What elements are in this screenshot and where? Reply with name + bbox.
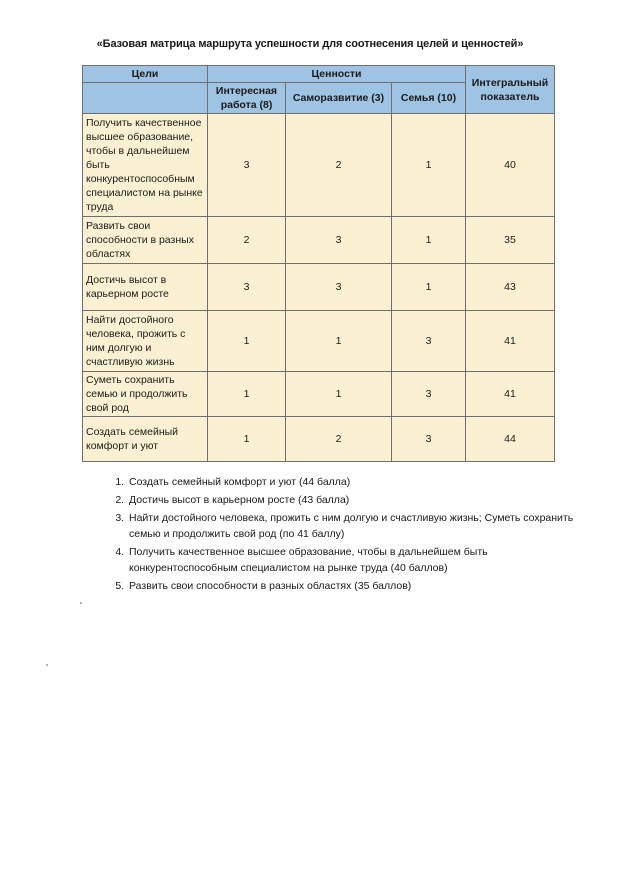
goal-cell: Создать семейный комфорт и уют [83,417,208,462]
integral-cell: 44 [466,417,555,462]
header-integral: Интегральный показатель [466,66,555,114]
scan-speck [46,664,48,666]
table-row [83,311,555,372]
list-item: 5. Развить свои способности в разных областях (35 баллов) [127,578,597,594]
value-cell: 2 [208,217,286,264]
goals-values-matrix [82,65,555,462]
value-cell: 3 [286,264,392,311]
header-value-family: Семья (10) [392,83,466,114]
list-item: 2. Достичь высот в карьерном росте (43 балла) [127,492,597,508]
value-cell: 2 [286,417,392,462]
goal-cell: Достичь высот в карьерном росте [83,264,208,311]
header-values: Ценности [208,66,466,83]
value-cell: 1 [286,372,392,417]
table-row [83,114,555,217]
header-value-work: Интересная работа (8) [208,83,286,114]
table-row [83,264,555,311]
list-item: 3. Найти достойного человека, прожить с ним долгую и счастливую жизнь; Суметь сохранить семью и продолжить свой род (по 41 баллу) [127,510,597,542]
value-cell: 3 [392,311,466,372]
integral-cell: 35 [466,217,555,264]
integral-cell: 43 [466,264,555,311]
value-cell: 2 [286,114,392,217]
value-cell: 1 [208,372,286,417]
value-cell: 3 [208,114,286,217]
document-title: «Базовая матрица маршрута успешности для соотнесения целей и ценностей» [96,38,524,50]
value-cell: 1 [392,217,466,264]
value-cell: 1 [392,264,466,311]
goal-cell: Найти достойного человека, прожить с ним долгую и счастливую жизнь [83,311,208,372]
integral-cell: 41 [466,372,555,417]
value-cell: 3 [392,417,466,462]
ranking-list [103,474,597,596]
integral-cell: 41 [466,311,555,372]
table-row [83,217,555,264]
table-row [83,417,555,462]
goal-cell: Развить свои способности в разных областях [83,217,208,264]
value-cell: 1 [208,417,286,462]
value-cell: 3 [286,217,392,264]
value-cell: 1 [392,114,466,217]
value-cell: 1 [286,311,392,372]
header-value-self-development: Саморазвитие (3) [286,83,392,114]
list-item: 1. Создать семейный комфорт и уют (44 балла) [127,474,597,490]
goal-cell: Суметь сохранить семью и продолжить свой род [83,372,208,417]
integral-cell: 40 [466,114,555,217]
value-cell: 3 [392,372,466,417]
scan-speck [80,602,82,604]
header-goals: Цели [83,66,208,83]
value-cell: 3 [208,264,286,311]
list-item: 4. Получить качественное высшее образование, чтобы в дальнейшем быть конкурентоспособным специалистом на рынке труда (40 баллов) [127,544,597,576]
value-cell: 1 [208,311,286,372]
goal-cell: Получить качественное высшее образование, чтобы в дальнейшем быть конкурентоспособным специалистом на рынке труда [83,114,208,217]
header-goals-blank [83,83,208,114]
table-row [83,372,555,417]
